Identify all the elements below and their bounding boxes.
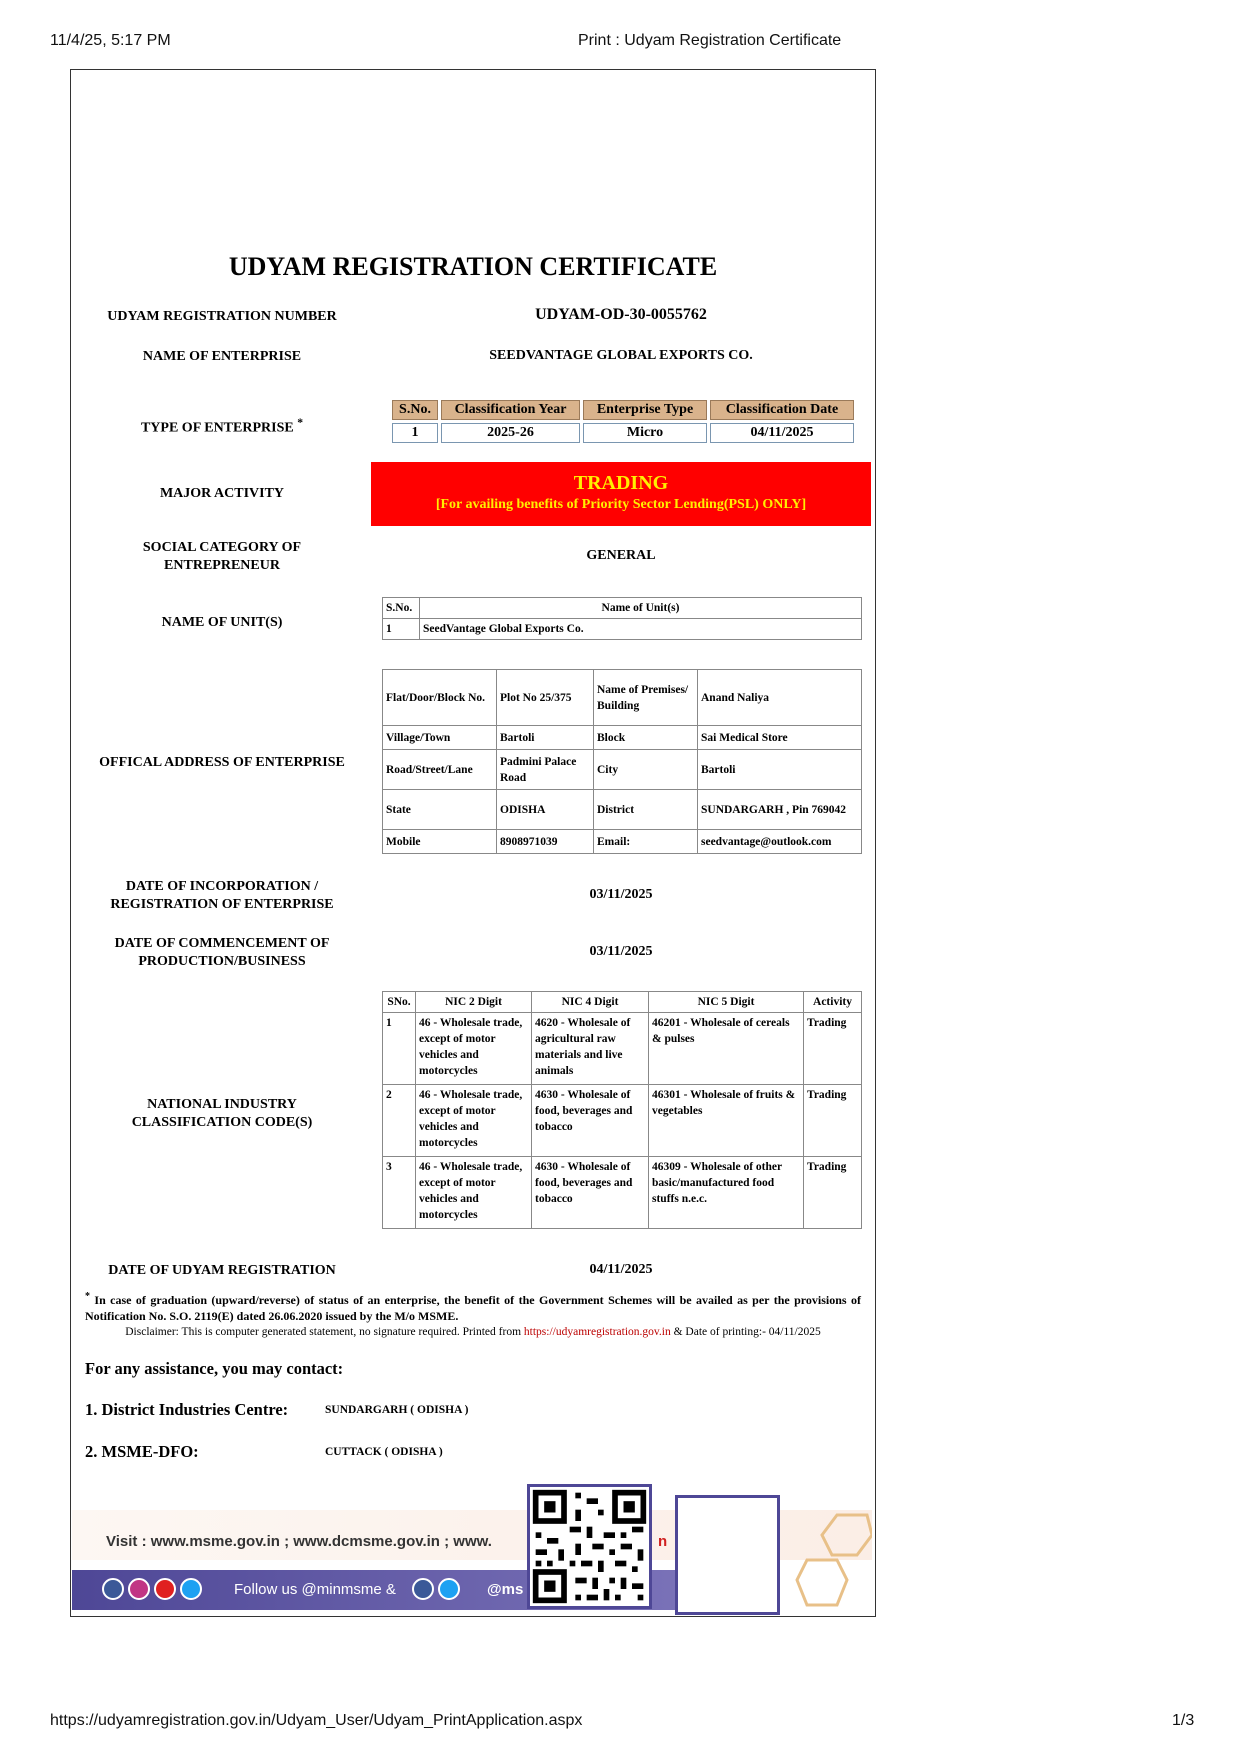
qr-code-graphic [530, 1487, 649, 1606]
enterprise-type-star: * [297, 416, 304, 429]
twitter-icon[interactable] [180, 1578, 202, 1600]
units-cell: SeedVantage Global Exports Co. [420, 619, 862, 640]
banner-visit [106, 1533, 492, 1550]
address-cell: Sai Medical Store [698, 726, 862, 750]
major-activity-value: TRADING [573, 472, 669, 494]
hexagon-decoration-icon [787, 1510, 872, 1610]
cls-cell: 04/11/2025 [710, 423, 854, 443]
address-cell: City [594, 750, 698, 790]
nic-cell: 4630 - Wholesale of food, beverages and tobacco [532, 1085, 649, 1157]
nic-cell: 1 [383, 1013, 416, 1085]
major-activity-note: [For availing benefits of Priority Sector Lending(PSL) ONLY] [435, 497, 807, 512]
incorporation-label-line1: DATE OF INCORPORATION / [125, 879, 319, 894]
nic-cell: 46 - Wholesale trade, except of motor vehicles and motorcycles [416, 1157, 532, 1229]
twitter-icon[interactable] [438, 1578, 460, 1600]
cls-header-date: Classification Date [710, 400, 854, 420]
incorporation-label [80, 878, 364, 914]
address-cell: State [383, 790, 497, 830]
nic-header: NIC 5 Digit [649, 992, 804, 1013]
address-cell: ODISHA [497, 790, 594, 830]
classification-table [389, 397, 857, 446]
enterprise-name-label: NAME OF ENTERPRISE [142, 349, 302, 364]
nic-cell: 46201 - Wholesale of cereals & pulses [649, 1013, 804, 1085]
major-activity-box [371, 462, 871, 526]
social-label-line2: ENTREPRENEUR [164, 558, 280, 573]
commencement-label-line1: DATE OF COMMENCEMENT OF [114, 936, 330, 951]
reg-number-value: UDYAM-OD-30-0055762 [535, 306, 707, 323]
banner-visit-end: n [658, 1533, 668, 1550]
cls-cell: 2025-26 [441, 423, 580, 443]
social-label-line1: SOCIAL CATEGORY OF [142, 540, 302, 555]
banner-handle: @ms [487, 1581, 524, 1598]
instagram-icon[interactable] [128, 1578, 150, 1600]
units-header-name: Name of Unit(s) [420, 598, 862, 619]
address-cell: Bartoli [497, 726, 594, 750]
cls-cell: 1 [392, 423, 438, 443]
units-cell: 1 [383, 619, 420, 640]
address-cell: SUNDARGARH , Pin 769042 [698, 790, 862, 830]
nic-cell: 46309 - Wholesale of other basic/manufactured food stuffs n.e.c. [649, 1157, 804, 1229]
address-cell: Road/Street/Lane [383, 750, 497, 790]
assistance-heading: For any assistance, you may contact: [85, 1359, 344, 1378]
reg-number-label: UDYAM REGISTRATION NUMBER [107, 309, 337, 324]
qr-code [527, 1484, 652, 1609]
cls-header-type: Enterprise Type [583, 400, 707, 420]
facebook-icon[interactable] [102, 1578, 124, 1600]
disclaimer [72, 1326, 874, 1338]
nic-cell: 46 - Wholesale trade, except of motor vehicles and motorcycles [416, 1085, 532, 1157]
address-cell: Plot No 25/375 [497, 670, 594, 726]
enterprise-type-label-text: TYPE OF ENTERPRISE [140, 420, 294, 436]
nic-header: NIC 4 Digit [532, 992, 649, 1013]
address-cell: Email: [594, 830, 698, 854]
units-table [382, 597, 862, 640]
print-page-number: 1/3 [1172, 1712, 1195, 1729]
address-cell: District [594, 790, 698, 830]
disclaimer-link[interactable]: https://udyamregistration.gov.in [523, 1326, 671, 1338]
commencement-label [80, 935, 364, 971]
address-cell: Village/Town [383, 726, 497, 750]
dfo-label: 2. MSME-DFO: [85, 1442, 199, 1461]
address-cell: Flat/Door/Block No. [383, 670, 497, 726]
address-cell: seedvantage@outlook.com [698, 830, 862, 854]
nic-cell: Trading [804, 1157, 862, 1229]
footnote-star: * [85, 1291, 90, 1302]
cls-header-sno: S.No. [392, 400, 438, 420]
photo-box [675, 1495, 780, 1615]
youtube-icon[interactable] [154, 1578, 176, 1600]
address-table [382, 669, 862, 854]
unit-name-label: NAME OF UNIT(S) [161, 615, 283, 630]
dfo-value: CUTTACK ( ODISHA ) [325, 1446, 443, 1458]
nic-cell: Trading [804, 1085, 862, 1157]
incorporation-label-line2: REGISTRATION OF ENTERPRISE [110, 897, 334, 912]
footnote [85, 1289, 861, 1324]
disclaimer-date: & Date of printing:- 04/11/2025 [673, 1326, 821, 1338]
banner-social-icons-2 [412, 1578, 460, 1605]
footnote-text: In case of graduation (upward/reverse) of status of an enterprise, the benefit of the Government Schemes will be availed as per the provisions of Notification No. S.O. 2119(E) dated 26.06.2020 issued by the M/o MSME. [85, 1293, 861, 1323]
major-activity-label: MAJOR ACTIVITY [159, 486, 285, 501]
udyam-date-value: 04/11/2025 [589, 1262, 653, 1277]
dic-label: 1. District Industries Centre: [85, 1400, 289, 1419]
banner-visit-text: Visit : www.msme.gov.in ; www.dcmsme.gov.in ; www. [106, 1533, 492, 1550]
incorporation-value: 03/11/2025 [589, 887, 653, 902]
print-page-title: Print : Udyam Registration Certificate [578, 32, 842, 49]
nic-header: Activity [804, 992, 862, 1013]
udyam-date-label: DATE OF UDYAM REGISTRATION [108, 1263, 336, 1278]
address-cell: Anand Naliya [698, 670, 862, 726]
certificate-title: UDYAM REGISTRATION CERTIFICATE [228, 252, 718, 281]
banner-social-icons [102, 1578, 202, 1605]
address-cell: Bartoli [698, 750, 862, 790]
disclaimer-text: Disclaimer: This is computer generated statement, no signature required. Printed from [125, 1326, 522, 1338]
nic-cell: 4620 - Wholesale of agricultural raw materials and live animals [532, 1013, 649, 1085]
nic-header: NIC 2 Digit [416, 992, 532, 1013]
cls-cell: Micro [583, 423, 707, 443]
nic-cell: 2 [383, 1085, 416, 1157]
nic-cell: Trading [804, 1013, 862, 1085]
enterprise-type-label [80, 414, 364, 438]
nic-cell: 46 - Wholesale trade, except of motor vehicles and motorcycles [416, 1013, 532, 1085]
nic-cell: 46301 - Wholesale of fruits & vegetables [649, 1085, 804, 1157]
nic-table [382, 991, 862, 1229]
address-cell: Block [594, 726, 698, 750]
commencement-label-line2: PRODUCTION/BUSINESS [138, 954, 306, 969]
address-cell: Padmini Palace Road [497, 750, 594, 790]
address-cell: 8908971039 [497, 830, 594, 854]
nic-label-line2: CLASSIFICATION CODE(S) [131, 1115, 313, 1130]
units-header-sno: S.No. [383, 598, 420, 619]
nic-label-line1: NATIONAL INDUSTRY [147, 1097, 297, 1112]
dic-value: SUNDARGARH ( ODISHA ) [325, 1404, 469, 1416]
print-url: https://udyamregistration.gov.in/Udyam_User/Udyam_PrintApplication.aspx [50, 1712, 583, 1729]
msme-banner [72, 1510, 872, 1615]
address-cell: Name of Premises/ Building [594, 670, 698, 726]
address-label: OFFICAL ADDRESS OF ENTERPRISE [99, 755, 345, 770]
cls-header-year: Classification Year [441, 400, 580, 420]
nic-cell: 4630 - Wholesale of food, beverages and tobacco [532, 1157, 649, 1229]
enterprise-name-value: SEEDVANTAGE GLOBAL EXPORTS CO. [489, 348, 753, 363]
commencement-value: 03/11/2025 [589, 944, 653, 959]
nic-label [80, 1096, 364, 1132]
facebook-icon[interactable] [412, 1578, 434, 1600]
address-cell: Mobile [383, 830, 497, 854]
banner-follow: Follow us @minmsme & [234, 1581, 396, 1598]
nic-cell: 3 [383, 1157, 416, 1229]
social-category-label [80, 539, 364, 575]
social-category-value: GENERAL [586, 548, 656, 563]
print-datetime: 11/4/25, 5:17 PM [50, 32, 171, 49]
nic-header: SNo. [383, 992, 416, 1013]
